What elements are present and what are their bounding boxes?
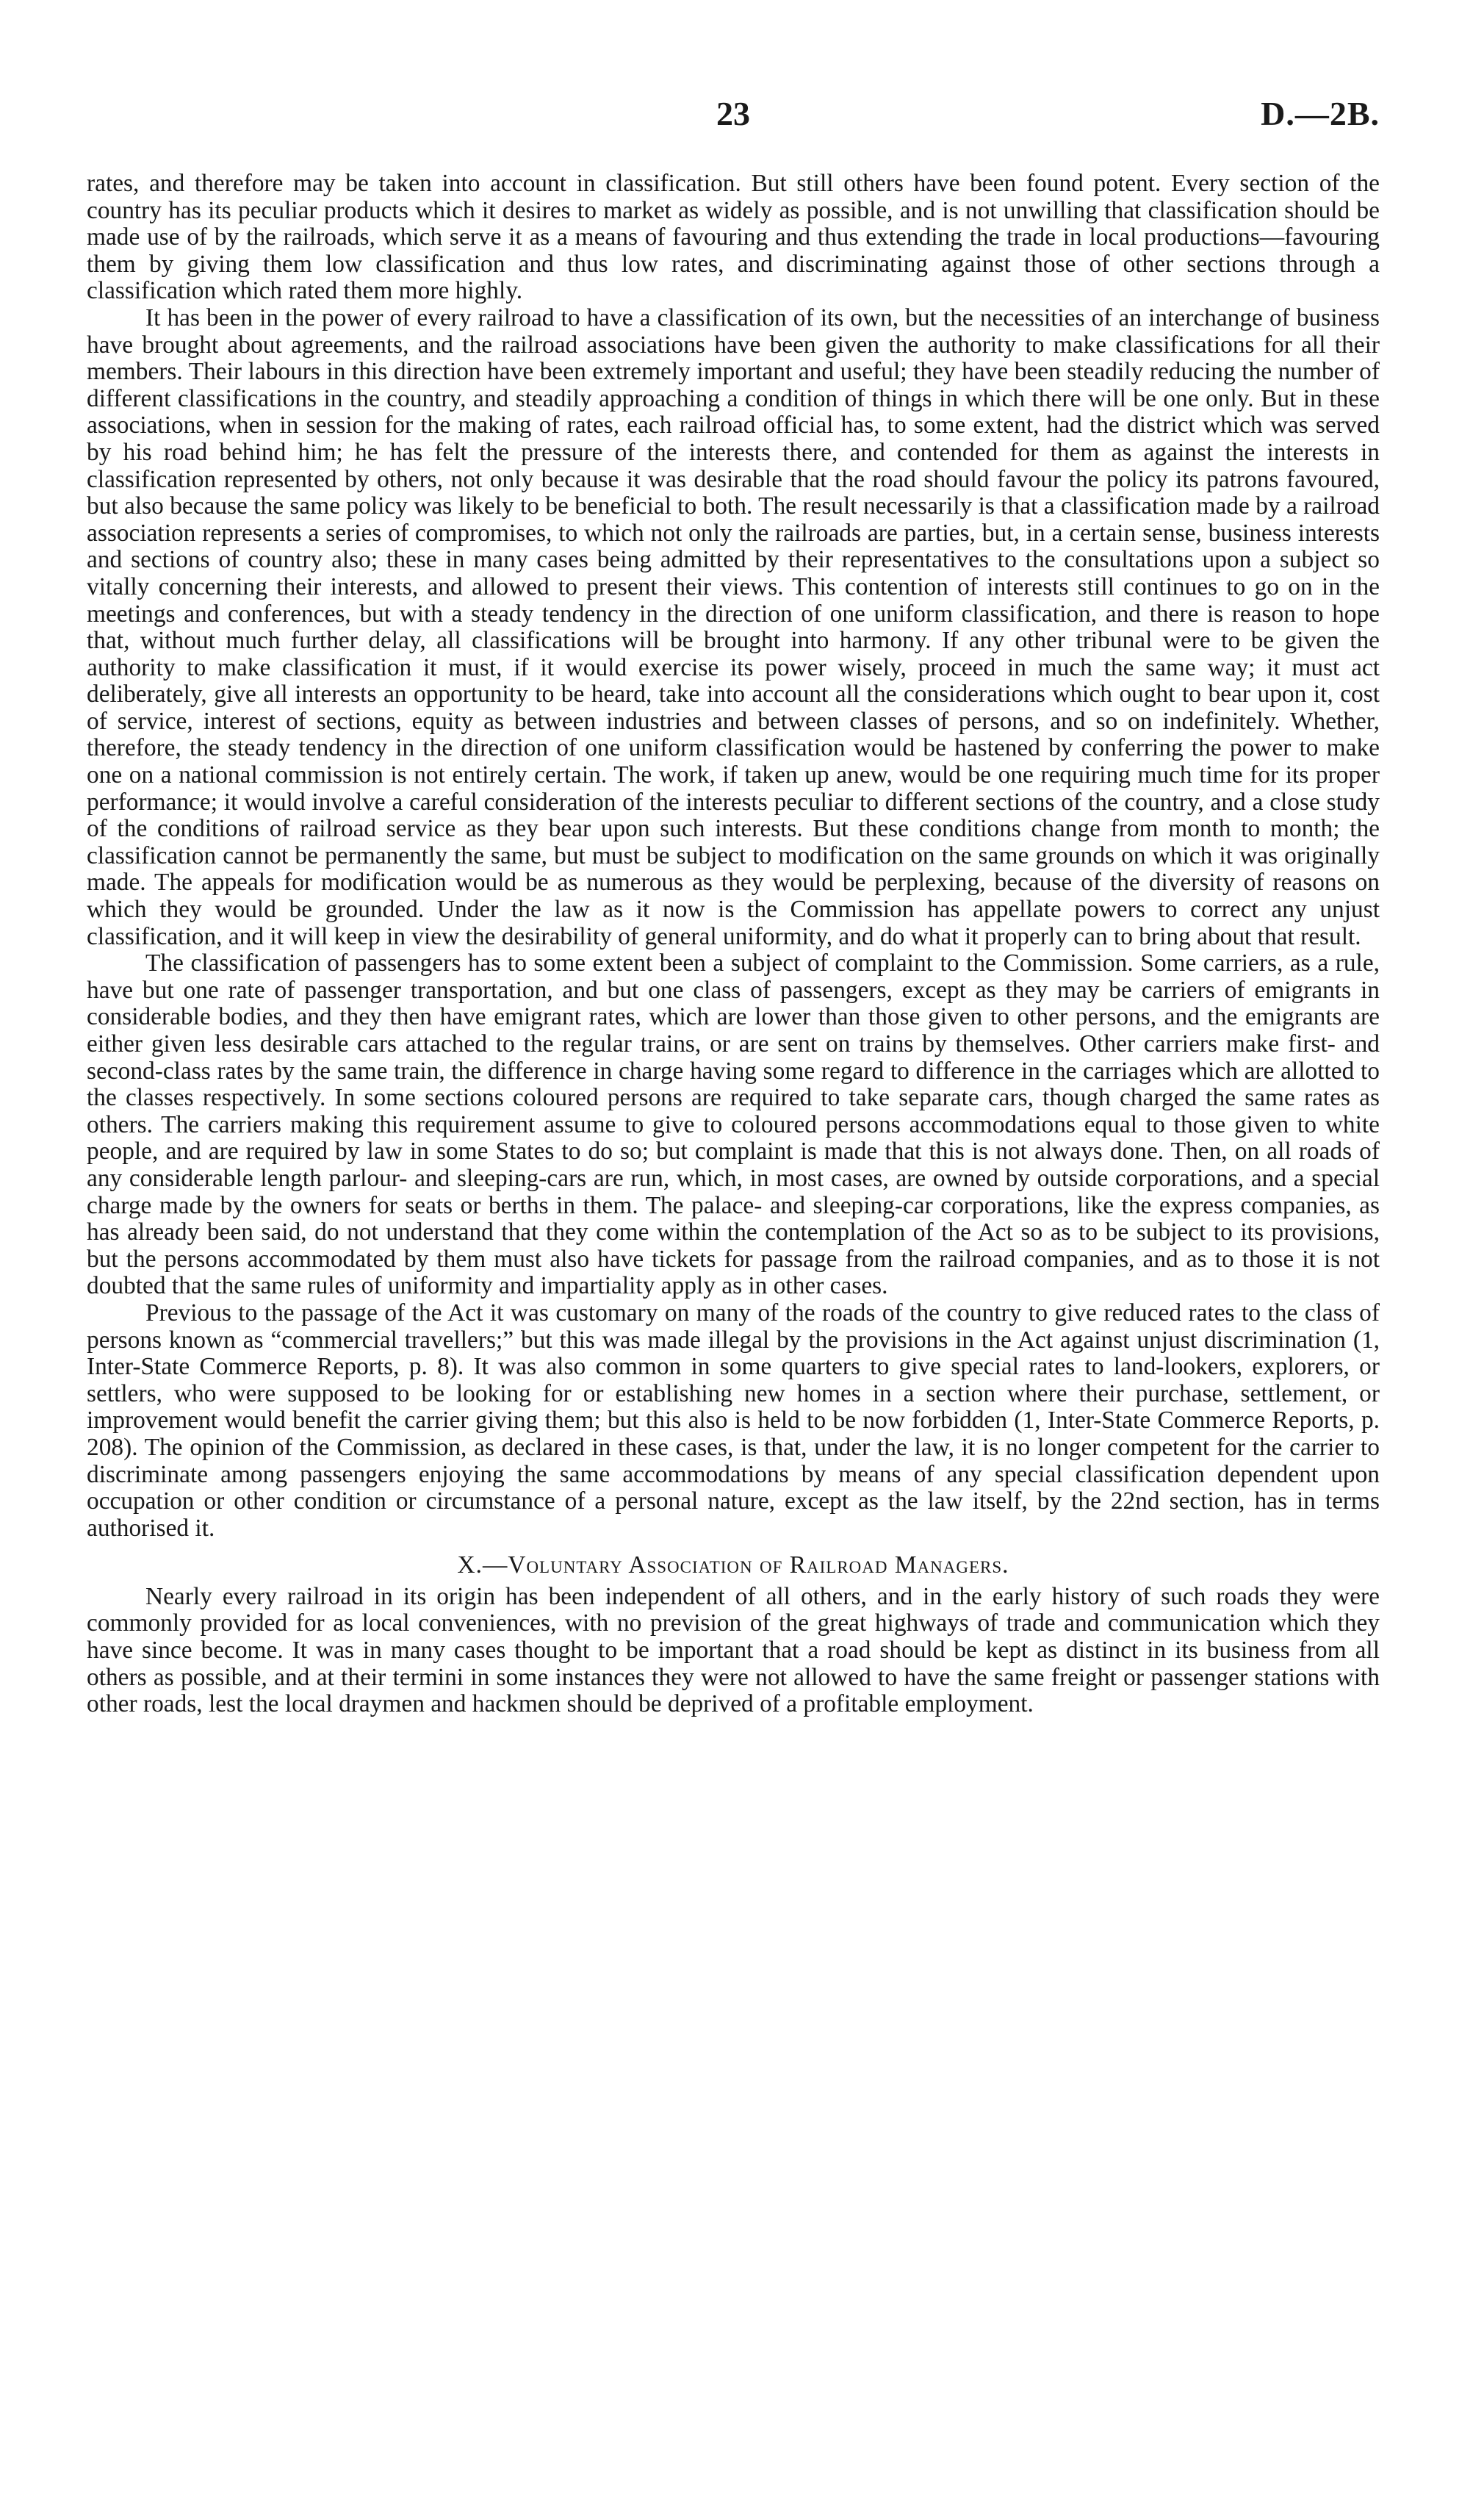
page-header	[87, 94, 1380, 138]
paragraph-passenger-classification: The classification of passengers has to some extent been a subject of complaint to the Commission. Some carriers, as a rule, have but one rate of passenger transportation, and but one class of passengers, except as they may be carriers of emigrants in considerable bodies, and they then have emigrant rates, which are lower than those given to other persons, and the emigrants are either given less desirable cars attached to the regular trains, or are sent on trains by themselves. Other carriers make first- and second-class rates by the same train, the difference in charge having some regard to difference in the carriages which are allotted to the classes respectively. In some sections coloured persons are required to take separate cars, though charged the same rates as others. The carriers making this requirement assume to give to coloured persons accommodations equal to those given to white people, and are required by law in some States to do so; but complaint is made that this is not always done. Then, on all roads of any considerable length parlour- and sleeping-cars are run, which, in most cases, are owned by outside corporations, and a special charge made by the owners for seats or berths in them. The palace- and sleeping-car corporations, like the express companies, as has already been said, do not understand that they come within the contemplation of the Act so as to be subject to its provisions, but the persons accommodated by them must also have tickets for passage from the railroad companies, and as to those it is not doubted that the same rules of uniformity and impartiality apply as in other cases.	[87, 949, 1380, 1300]
page-number: 23	[716, 95, 750, 132]
paragraph-reduced-rates: Previous to the passage of the Act it was customary on many of the roads of the country to give reduced rates to the class of persons known as “commercial travellers;” but this was made illegal by the provisions in the Act against unjust discrimination (1, Inter-State Commerce Reports, p. 8). It was also common in some quarters to give special rates to land-lookers, explorers, or settlers, who were supposed to be looking for or establishing new homes in a section where their purchase, settlement, or improvement would benefit the carrier giving them; but this also is held to be now forbidden (1, Inter-State Commerce Reports, p. 208). The opinion of the Commission, as declared in these cases, is that, under the law, it is no longer competent for the carrier to discriminate among passengers enjoying the same accommodations by means of any special classification dependent upon occupation or other condition or circumstance of a personal nature, except as the law itself, by the 22nd section, has in terms authorised it.	[87, 1299, 1380, 1542]
paragraph-classification-associations: It has been in the power of every railroad to have a classification of its own, but the necessities of an interchange of business have brought about agreements, and the railroad associations have been given the authority to make classifications for all their members. Their labours in this direction have been extremely important and useful; they have been steadily reducing the number of different classifications in the country, and steadily approaching a condition of things in which there will be one only. But in these associations, when in session for the making of rates, each railroad official has, to some extent, had the district which was served by his road behind him; he has felt the pressure of the interests there, and contended for them as against the interests in classification represented by others, not only because it was desirable that the road should favour the policy its patrons favoured, but also because the same policy was likely to be beneficial to both. The result necessarily is that a classification made by a railroad association represents a series of compromises, to which not only the railroads are parties, but, in a certain sense, business interests and sections of country also; these in many cases being admitted by their representatives to the consultations upon a subject so vitally concerning their interests, and allowed to present their views. This contention of interests still continues to go on in the meetings and conferences, but with a steady tendency in the direction of one uniform classification, and there is reason to hope that, without much further delay, all classifications will be brought into harmony. If any other tribunal were to be given the authority to make classification it must, if it would exercise its power wisely, proceed in much the same way; it must act deliberately, give all interests an opportunity to be heard, take into account all the considerations which ought to bear upon it, cost of service, interest of sections, equity as between industries and between classes of persons, and so on indefinitely. Whether, therefore, the steady tendency in the direction of one uniform classification would be hastened by conferring the power to make one on a national commission is not entirely certain. The work, if taken up anew, would be one requiring much time for its proper performance; it would involve a careful consideration of the interests peculiar to different sections of the country, and a close study of the conditions of railroad service as they bear upon such interests. But these conditions change from month to month; the classification cannot be permanently the same, but must be subject to modification on the same grounds on which it was originally made. The appeals for modification would be as numerous as they would be perplexing, because of the diversity of reasons on which they would be grounded. Under the law as it now is the Commission has appellate powers to correct any unjust classification, and it will keep in view the desirability of general uniformity, and do what it properly can to bring about that result.	[87, 304, 1380, 950]
section-heading-text: X.—Voluntary Association of Railroad Managers.	[457, 1551, 1009, 1579]
paragraph-railroad-origin: Nearly every railroad in its origin has been independent of all others, and in the early history of such roads they were commonly provided for as local conveniences, with no prevision of the great highways of trade and communication which they have since become. It was in many cases thought to be important that a road should be kept as distinct in its business from all others as possible, and at their termini in some instances they were not allowed to have the same freight or passenger stations with other roads, lest the local draymen and hackmen should be deprived of a profitable employment.	[87, 1582, 1380, 1718]
paragraph-continuation: rates, and therefore may be taken into account in classification. But still others have been found potent. Every section of the country has its peculiar products which it desires to market as widely as possible, and is not unwilling that classification should be made use of by the railroads, which serve it as a means of favouring and thus extending the trade in local productions—favouring them by giving them low classification and thus low rates, and discriminating against those of other sections through a classification which rated them more highly.	[87, 170, 1380, 305]
section-heading	[87, 1552, 1380, 1579]
document-reference: D.—2B.	[1261, 95, 1380, 132]
body-text	[87, 170, 1380, 1718]
